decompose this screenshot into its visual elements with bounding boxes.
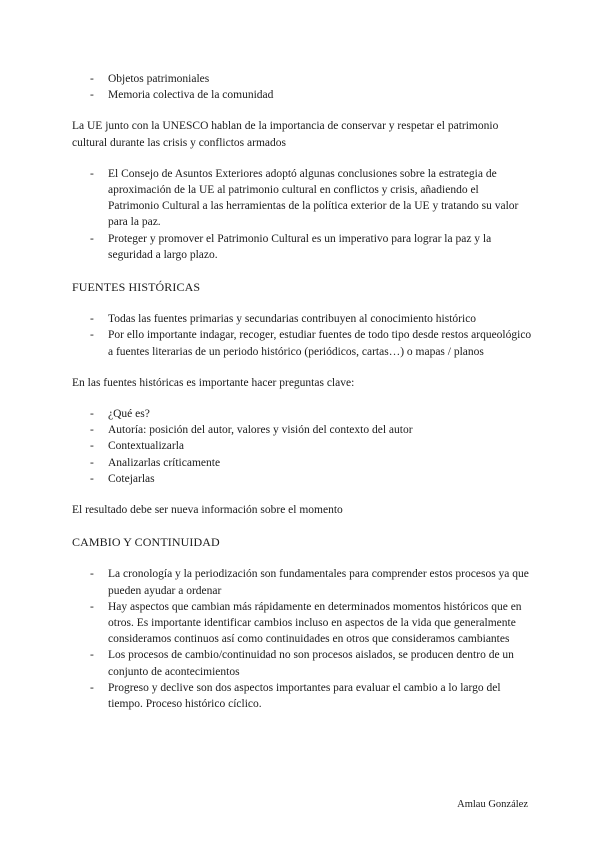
questions-intro: En las fuentes históricas es importante hacer preguntas clave: [72,376,355,389]
list-item: - Todas las fuentes primarias y secundarias contribuyen al conocimiento histórico [72,311,532,327]
cambio-list [72,566,532,712]
ue-list [72,166,532,263]
list-item: - Analizarlas críticamente [72,455,532,471]
list-item: - La cronología y la periodización son fundamentales para comprender estos procesos ya que pueden ayudar a ordenar [72,566,532,598]
list-item: - Progreso y declive son dos aspectos importantes para evaluar el cambio a lo largo del tiempo. Proceso histórico cíclico. [72,680,532,712]
result-paragraph: El resultado debe ser nueva información sobre el momento [72,504,343,517]
list-item: - Cotejarlas [72,471,532,487]
list-item: - El Consejo de Asuntos Exteriores adoptó algunas conclusiones sobre la estrategia de aproximación de la UE al patrimonio cultural en conflictos y crisis, añadiendo el Patrimonio Cultural a las herramientas de la política exterior de la UE y tratando su valor para la paz. [72,166,532,231]
questions-list [72,406,532,487]
document-page [72,71,532,712]
list-item: - Por ello importante indagar, recoger, estudiar fuentes de todo tipo desde restos arqueológico a fuentes literarias de un periodo histórico (periódicos, cartas…) o mapas / planos [72,327,532,359]
list-item: - Objetos patrimoniales [72,71,532,87]
list-item: - Hay aspectos que cambian más rápidamente en determinados momentos históricos que en otros. Es importante identificar cambios incluso en aspectos de la vida que generalmente consideramos continuos así como continuidades en otros que consideramos cambiantes [72,599,532,648]
list-item: - Proteger y promover el Patrimonio Cultural es un imperativo para lograr la paz y la seguridad a largo plazo. [72,231,532,263]
list-item: - Memoria colectiva de la comunidad [72,87,532,103]
cambio-heading: CAMBIO Y CONTINUIDAD [72,535,220,550]
fuentes-list [72,311,532,360]
list-item: - Autoría: posición del autor, valores y visión del contexto del autor [72,422,532,438]
ue-unesco-paragraph: La UE junto con la UNESCO hablan de la importancia de conservar y respetar el patrimonio cultural durante las crisis y conflictos armados [72,120,499,149]
fuentes-heading: FUENTES HISTÓRICAS [72,280,201,295]
list-item: - Los procesos de cambio/continuidad no son procesos aislados, se producen dentro de un conjunto de acontecimientos [72,647,532,679]
heritage-list [72,71,532,103]
list-item: - Contextualizarla [72,438,532,454]
list-item: - ¿Qué es? [72,406,532,422]
author-footer: Amlau González [457,799,528,810]
